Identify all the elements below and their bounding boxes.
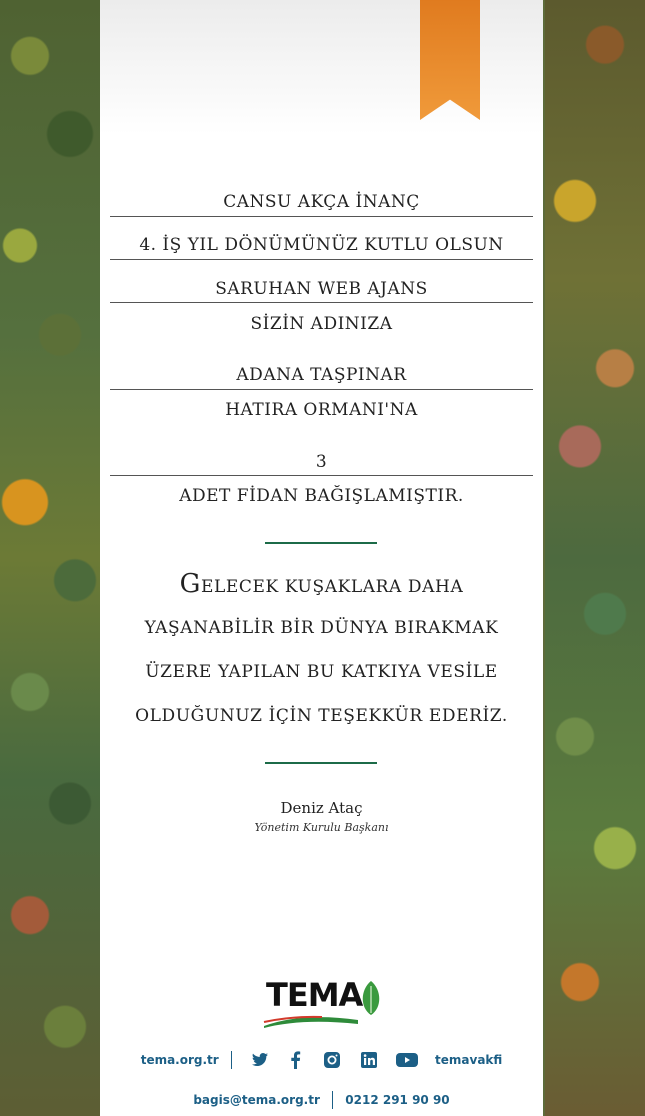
recipient-name: CANSU AKÇA İNANÇ	[223, 192, 420, 212]
signer-title: Yönetim Kurulu Başkanı	[254, 821, 389, 834]
ribbon-bookmark	[420, 0, 480, 120]
leaf-icon	[360, 980, 382, 1016]
message-initial: G	[179, 569, 202, 599]
linkedin-icon[interactable]	[359, 1050, 379, 1070]
occasion-text: 4. İŞ YIL DÖNÜMÜNÜZ KUTLU OLSUN	[139, 235, 504, 255]
twitter-icon[interactable]	[250, 1050, 270, 1070]
forest-photo-right	[545, 0, 645, 1116]
message-line-4: OLDUĞUNUZ İÇİN TEŞEKKÜR EDERİZ.	[135, 706, 508, 726]
logo-swoosh	[262, 1014, 360, 1028]
forest-location-field	[110, 365, 533, 390]
recipient-name-field	[110, 192, 533, 217]
forest-location: ADANA TAŞPINAR	[236, 365, 407, 385]
footer-social-row	[100, 1050, 543, 1078]
sapling-text: ADET FİDAN BAĞIŞLAMIŞTIR.	[179, 486, 464, 506]
thank-you-message	[120, 562, 523, 738]
footer-contact-row	[100, 1091, 543, 1111]
divider-bottom	[265, 762, 377, 764]
donor-name: SARUHAN WEB AJANS	[215, 279, 428, 299]
on-behalf-label: SİZİN ADINIZA	[250, 314, 393, 334]
sapling-count: 3	[315, 452, 328, 472]
divider-top	[265, 542, 377, 544]
message-line-3: ÜZERE YAPILAN BU KATKIYA VESİLE	[145, 662, 498, 682]
email-link[interactable]: bagis@tema.org.tr	[193, 1093, 320, 1107]
forest-photo-left	[0, 0, 100, 1116]
donor-field	[110, 279, 533, 303]
footer-separator	[231, 1051, 232, 1069]
tema-logo	[262, 976, 382, 1036]
facebook-icon[interactable]	[286, 1050, 306, 1070]
social-handle[interactable]: temavakfi	[435, 1053, 503, 1067]
forest-name-label: HATIRA ORMANI'NA	[225, 400, 418, 420]
message-line-1: GELECEK KUŞAKLARA DAHA	[179, 569, 464, 599]
footer-separator	[332, 1091, 333, 1109]
message-line-2: YAŞANABİLİR BİR DÜNYA BIRAKMAK	[144, 618, 499, 638]
youtube-icon[interactable]	[395, 1050, 419, 1070]
instagram-icon[interactable]	[322, 1050, 342, 1070]
occasion-field	[110, 235, 533, 260]
signer-name: Deniz Ataç	[280, 799, 363, 817]
phone-number[interactable]: 0212 291 90 90	[345, 1093, 450, 1107]
website-link[interactable]: tema.org.tr	[140, 1053, 219, 1067]
sapling-count-field	[110, 452, 533, 476]
certificate-card	[100, 0, 543, 1116]
logo-text: TEMA	[266, 976, 363, 1014]
